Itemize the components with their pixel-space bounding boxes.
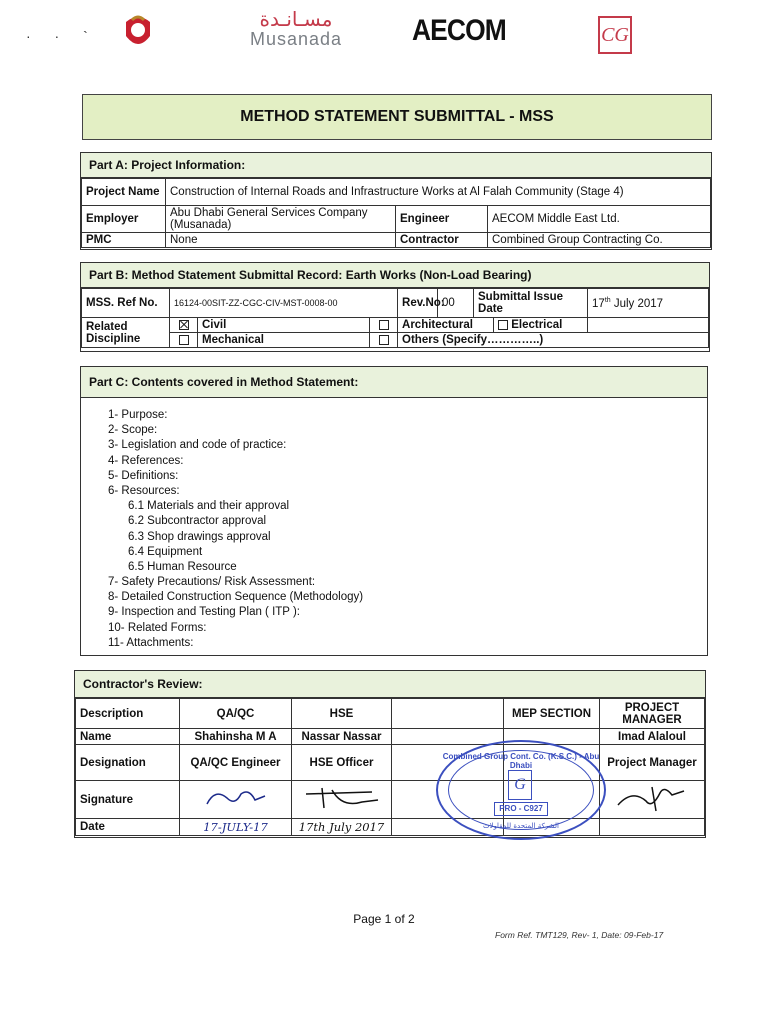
rev-value: 00: [438, 289, 474, 318]
qaqc-date: 17-JULY-17: [180, 819, 292, 836]
stamp-code: PRO - C927: [494, 802, 548, 816]
review-table: [75, 698, 705, 836]
contractor-value: Combined Group Contracting Co.: [488, 233, 711, 248]
list-item: 7- Safety Precautions/ Risk Assessment:: [108, 576, 316, 589]
review-header-hse: HSE: [292, 699, 392, 729]
mechanical-label: Mechanical: [198, 333, 370, 348]
musanada-arabic: مسـانـدة: [259, 7, 333, 31]
scan-marks: · · `: [26, 28, 98, 44]
list-item: 2- Scope:: [108, 424, 158, 437]
list-item: 6.3 Shop drawings approval: [128, 530, 271, 543]
part-b-section: [80, 262, 710, 352]
stamp-top-text: Combined Group Cont. Co. (K.S.C.) - Abu Dhabi: [442, 752, 600, 770]
part-b-heading: Part B: Method Statement Submittal Record: Earth Works (Non-Load Bearing): [81, 263, 709, 288]
list-item: 6.5 Human Resource: [128, 560, 237, 573]
engineer-label: Engineer: [396, 206, 488, 233]
qaqc-signature-icon: [201, 784, 271, 812]
pm-name: Imad Alaloul: [600, 729, 705, 745]
review-header-qaqc: QA/QC: [180, 699, 292, 729]
employer-label: Employer: [82, 206, 166, 233]
list-item: 1- Purpose:: [108, 409, 168, 421]
engineer-value: AECOM Middle East Ltd.: [488, 206, 711, 233]
contents-list-wrap: [108, 408, 608, 662]
architectural-label: Architectural: [398, 318, 494, 333]
review-header-description: Description: [76, 699, 180, 729]
hse-date: 17th July 2017: [292, 819, 392, 836]
project-info-table: [81, 178, 711, 248]
discipline-label: Related Discipline: [82, 318, 170, 348]
stamp-bottom-text: الشركة المتحدة للمقاولات: [483, 822, 559, 830]
architectural-checkbox[interactable]: [379, 320, 389, 330]
list-item: 10- Related Forms:: [108, 621, 207, 634]
employer-value: Abu Dhabi General Services Company (Musanada): [166, 206, 396, 233]
list-item: 5- Definitions:: [108, 469, 179, 482]
issue-date-label: Submittal Issue Date: [474, 289, 588, 318]
project-name-value: Construction of Internal Roads and Infrastructure Works at Al Falah Community (Stage 4): [166, 179, 711, 206]
contractor-label: Contractor: [396, 233, 488, 248]
cg-logo: CG: [598, 16, 632, 54]
qaqc-signature: [180, 781, 292, 819]
page-number: Page 1 of 2: [353, 912, 415, 926]
designation-row-label: Designation: [76, 745, 180, 781]
stamp-logo-icon: G: [508, 770, 532, 800]
others-label: Others (Specify…………..): [398, 333, 709, 348]
submittal-record-table: [81, 288, 709, 348]
list-item: 6.4 Equipment: [128, 545, 203, 558]
aecom-logo: AECOM: [412, 14, 506, 47]
mechanical-checkbox[interactable]: [179, 335, 189, 345]
company-stamp: [436, 740, 606, 840]
list-item: 6- Resources:: [108, 484, 180, 497]
hse-signature-icon: [302, 784, 382, 812]
date-row-label: Date: [76, 819, 180, 836]
list-item: 6.2 Subcontractor approval: [128, 515, 267, 528]
pm-signature: [600, 781, 705, 819]
qaqc-designation: QA/QC Engineer: [180, 745, 292, 781]
part-a-heading: Part A: Project Information:: [81, 153, 711, 178]
electrical-label: Electrical: [511, 319, 563, 331]
name-row-label: Name: [76, 729, 180, 745]
abu-dhabi-emblem-icon: [120, 12, 156, 52]
blank-name: [392, 729, 504, 745]
pm-designation: Project Manager: [600, 745, 705, 781]
issue-date-value: 17th July 2017: [588, 289, 709, 318]
hse-designation: HSE Officer: [292, 745, 392, 781]
review-header-blank: [392, 699, 504, 729]
list-item: 3- Legislation and code of practice:: [108, 439, 287, 452]
electrical-checkbox[interactable]: [498, 320, 508, 330]
rev-label: Rev.No:: [398, 289, 438, 318]
electrical-cell: [494, 318, 588, 333]
part-a-section: [80, 152, 712, 250]
form-title: METHOD STATEMENT SUBMITTAL - MSS: [82, 94, 712, 140]
list-item: 4- References:: [108, 454, 184, 467]
form-reference: Form Ref. TMT129, Rev- 1, Date: 09-Feb-17: [495, 930, 664, 940]
others-checkbox[interactable]: [379, 335, 389, 345]
list-item: 11- Attachments:: [108, 636, 194, 649]
pmc-label: PMC: [82, 233, 166, 248]
hse-signature: [292, 781, 392, 819]
header-logos: [0, 0, 768, 80]
signature-row-label: Signature: [76, 781, 180, 819]
qaqc-name: Shahinsha M A: [180, 729, 292, 745]
list-item: 8- Detailed Construction Sequence (Methodology): [108, 591, 364, 604]
civil-label: Civil: [198, 318, 370, 333]
pmc-value: None: [166, 233, 396, 248]
ref-label: MSS. Ref No.: [82, 289, 170, 318]
part-c-heading: Part C: Contents covered in Method Statement:: [81, 367, 707, 398]
review-header-mep: MEP SECTION: [504, 699, 600, 729]
ref-value: 16124-00SIT-ZZ-CGC-CIV-MST-0008-00: [170, 289, 398, 318]
pm-date: [600, 819, 705, 836]
list-item: 6.1 Materials and their approval: [128, 500, 290, 513]
list-item: 9- Inspection and Testing Plan ( ITP ):: [108, 606, 300, 619]
contractor-review-section: [74, 670, 706, 838]
contents-list: [108, 408, 608, 651]
civil-checkbox[interactable]: [179, 320, 189, 330]
hse-name: Nassar Nassar: [292, 729, 392, 745]
musanada-english: Musanada: [249, 29, 343, 49]
project-name-label: Project Name: [82, 179, 166, 206]
review-heading: Contractor's Review:: [75, 671, 705, 698]
pm-signature-icon: [612, 783, 692, 813]
musanada-logo: [246, 8, 346, 60]
review-header-pm: PROJECT MANAGER: [600, 699, 705, 729]
